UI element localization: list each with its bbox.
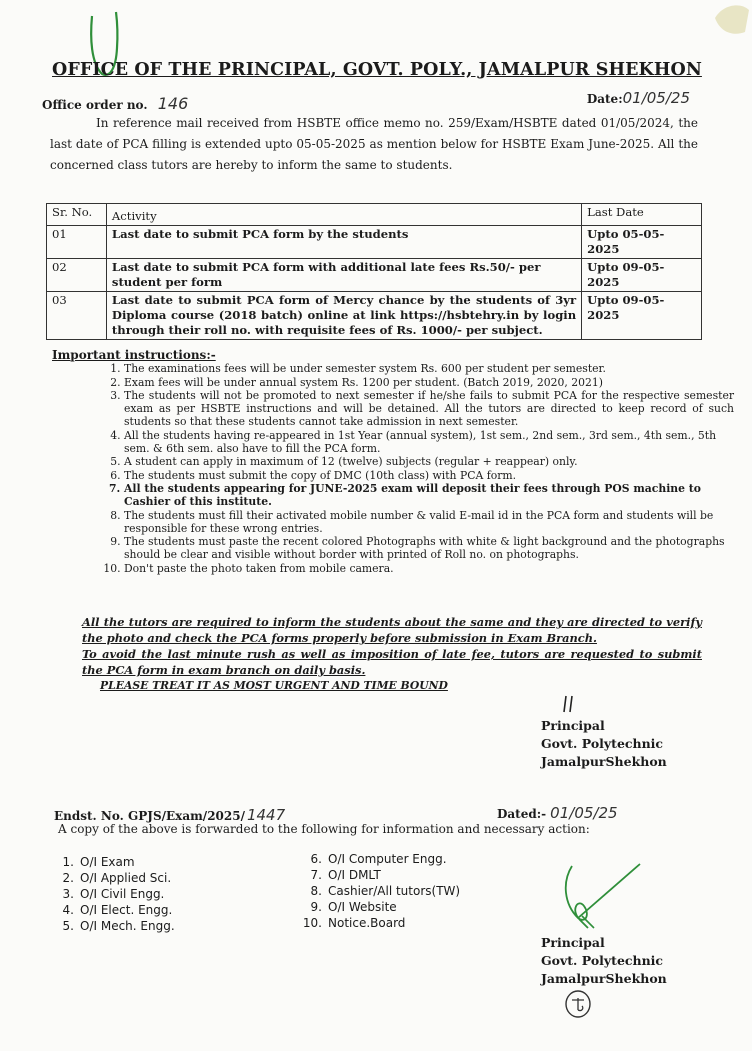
endorsement-value: 1447 <box>246 806 286 824</box>
list-item: 2. Exam fees will be under annual system Rs. 1200 per student. (Batch 2019, 2020, 2021) <box>124 376 734 389</box>
list-item: 4. All the students having re-appeared in 1st Year (annual system), 1st sem., 2nd sem., 3rd sem., 4th sem., 5th sem. & 6th sem. also have to fill the PCA form. <box>124 429 734 455</box>
endorsement-label: Endst. No. GPJS/Exam/2025/ <box>54 809 245 823</box>
list-item: 7. All the students appearing for JUNE-2025 exam will deposit their fees through POS machine to Cashier of this institute. <box>124 482 734 508</box>
list-item: 4. O/I Elect. Engg. <box>62 903 173 917</box>
list-item: 5. A student can apply in maximum of 12 (twelve) subjects (regular + reappear) only. <box>124 455 734 468</box>
note-urgent: PLEASE TREAT IT AS MOST URGENT AND TIME BOUND <box>100 679 448 692</box>
office-order-label: Office order no. <box>42 98 148 112</box>
endorsement-date-value: 01/05/25 <box>550 804 618 822</box>
signature-place: JamalpurShekhon <box>541 971 667 986</box>
principal-signature-block <box>541 717 667 771</box>
note-daily: To avoid the last minute rush as well as imposition of late fee, tutors are requested to submit the PCA form in exam branch on daily basis. <box>82 647 702 677</box>
instructions-list <box>92 362 734 575</box>
signature-title: Principal <box>541 718 605 733</box>
table-row <box>47 292 702 340</box>
list-item: 7. O/I DMLT <box>310 868 381 882</box>
table-header: Activity <box>106 204 581 226</box>
copy-list-left <box>52 854 175 934</box>
table-cell-activity: Last date to submit PCA form with additional late fees Rs.50/- per student per form <box>106 259 581 292</box>
intro-paragraph <box>50 113 698 176</box>
list-item: 10. Don't paste the photo taken from mobile camera. <box>124 562 734 575</box>
endorsement-date-label: Dated:- <box>497 807 547 821</box>
table-cell-date: Upto 09-05-2025 <box>582 292 702 340</box>
list-item: 9. The students must paste the recent colored Photographs with white & light background and the photographs should be clear and visible without border with printed of Roll no. on photographs. <box>124 535 734 561</box>
list-item: 10. Notice.Board <box>302 916 406 930</box>
list-item: 8. Cashier/All tutors(TW) <box>310 884 461 898</box>
endorsement-date <box>497 804 618 822</box>
instructions-heading: Important instructions:- <box>52 348 216 362</box>
table-cell-date: Upto 05-05-2025 <box>582 226 702 259</box>
table-cell-sr: 02 <box>47 259 107 292</box>
copy-forward-text: A copy of the above is forwarded to the following for information and necessary action: <box>58 822 590 836</box>
order-date-value: 01/05/25 <box>622 89 690 107</box>
signature-office: Govt. Polytechnic <box>541 953 664 968</box>
note-verify: All the tutors are required to inform the students about the same and they are directed to verify the photo and check the PCA forms properly before submission in Exam Branch. <box>82 615 702 645</box>
list-item: 6. The students must submit the copy of DMC (10th class) with PCA form. <box>124 469 734 482</box>
activity-table <box>46 203 702 340</box>
table-cell-activity: Last date to submit PCA form of Mercy chance by the students of 3yr Diploma course (2018 batch) online at link https://hsbtehry.in by login through their roll no. with requisite fees of Rs. 1000/- per subject. <box>106 292 581 340</box>
table-row <box>47 259 702 292</box>
list-item: 1. The examinations fees will be under semester system Rs. 600 per student per semester. <box>124 362 734 375</box>
principal-signature-block-2 <box>541 934 667 988</box>
office-order-number: 146 <box>157 94 189 113</box>
table-cell-sr: 01 <box>47 226 107 259</box>
signature-office: Govt. Polytechnic <box>541 736 664 751</box>
list-item: 1. O/I Exam <box>62 855 135 869</box>
table-header: Last Date <box>582 204 702 226</box>
tutor-notes <box>82 614 702 694</box>
list-item: 2. O/I Applied Sci. <box>62 871 172 885</box>
corner-stamp-icon <box>705 0 752 40</box>
table-cell-sr: 03 <box>47 292 107 340</box>
table-row <box>47 226 702 259</box>
list-item: 8. The students must fill their activated mobile number & valid E-mail id in the PCA form and students will be responsible for these wrong entries. <box>124 509 734 535</box>
table-header-row <box>47 204 702 226</box>
initials-stamp-icon <box>562 988 594 1020</box>
signature-place: JamalpurShekhon <box>541 754 667 769</box>
list-item: 3. The students will not be promoted to next semester if he/she fails to submit PCA for the respective semester exam as per HSBTE instructions and will be detained. All the tutors are directed to keep record of such students so that these students cannot take admission in next semester. <box>124 389 734 428</box>
list-item: 9. O/I Website <box>310 900 397 914</box>
signature-title: Principal <box>541 935 605 950</box>
table-header: Sr. No. <box>47 204 107 226</box>
copy-list-right <box>300 851 460 931</box>
office-order <box>42 94 188 113</box>
intro-text: In reference mail received from HSBTE office memo no. 259/Exam/HSBTE dated 01/05/2024, the last date of PCA filling is extended upto 05-05-2025 as mention below for HSBTE Exam June-2025. All the concerned class tutors are hereby to inform the same to students. <box>50 116 698 172</box>
list-item: 6. O/I Computer Engg. <box>310 852 447 866</box>
table-cell-date: Upto 09-05-2025 <box>582 259 702 292</box>
order-date-label: Date: <box>586 92 623 106</box>
green-signature <box>556 858 646 932</box>
signature-mark <box>560 694 584 716</box>
page-title: OFFICE OF THE PRINCIPAL, GOVT. POLY., JAMALPUR SHEKHON <box>52 60 702 80</box>
list-item: 5. O/I Mech. Engg. <box>62 919 175 933</box>
table-cell-activity: Last date to submit PCA form by the students <box>106 226 581 259</box>
list-item: 3. O/I Civil Engg. <box>62 887 165 901</box>
order-date <box>587 89 690 107</box>
